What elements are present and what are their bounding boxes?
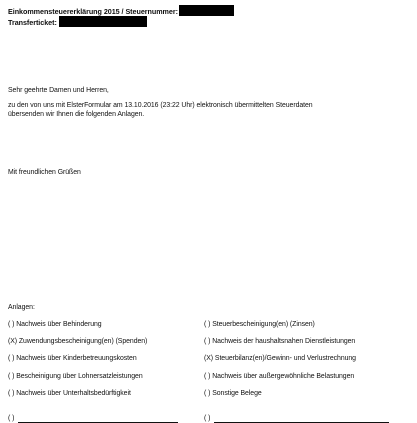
attachment-blank-label: ( ) <box>8 415 15 423</box>
attachment-item: ( ) Nachweis über Kinderbetreuungskosten <box>8 355 137 363</box>
redacted-transfer-ticket <box>59 16 147 27</box>
attachment-item: ( ) Nachweis über außergewöhnliche Belastungen <box>204 372 355 380</box>
attachment-blank-label: ( ) <box>204 415 211 423</box>
attachment-item: ( ) Nachweis über Behinderung <box>8 321 102 328</box>
attachment-item: (X) Steuerbilanz(en)/Gewinn- und Verlustrechnung <box>204 355 356 363</box>
attachment-item: (X) Zuwendungsbescheinigung(en) (Spenden) <box>8 338 148 346</box>
attachment-blank-item <box>204 406 389 423</box>
attachment-item: ( ) Bescheinigung über Lohnersatzleistungen <box>8 372 143 380</box>
attachment-blank-item <box>8 406 178 423</box>
attachment-item: ( ) Nachweis über Unterhaltsbedürftigkeit <box>8 389 131 397</box>
blank-fill-line <box>18 415 178 423</box>
letter-body-line-2: übersenden wir Ihnen die folgenden Anlagen. <box>8 111 145 118</box>
attachment-item: ( ) Nachweis der haushaltsnahen Dienstleistungen <box>204 338 356 346</box>
transfer-ticket-label: Transferticket: <box>8 17 57 27</box>
attachment-item: ( ) Sonstige Belege <box>204 389 262 397</box>
document-header <box>8 6 234 28</box>
blank-fill-line <box>214 415 389 423</box>
attachments-left-column <box>8 320 178 423</box>
header-transfer-ticket-line <box>8 17 234 28</box>
salutation: Sehr geehrte Damen und Herren, <box>8 87 109 94</box>
attachments-label: Anlagen: <box>8 304 35 311</box>
attachment-item: ( ) Steuerbescheinigung(en) (Zinsen) <box>204 321 315 328</box>
closing-greeting: Mit freundlichen Grüßen <box>8 169 81 176</box>
attachments-right-column <box>204 320 389 423</box>
redacted-tax-number <box>179 5 234 16</box>
letter-body-line-1: zu den von uns mit ElsterFormular am 13.10.2016 (23:22 Uhr) elektronisch übermittelten Steuerdaten <box>8 102 313 109</box>
header-title: Einkommensteuererklärung 2015 / Steuernummer: <box>8 6 178 16</box>
